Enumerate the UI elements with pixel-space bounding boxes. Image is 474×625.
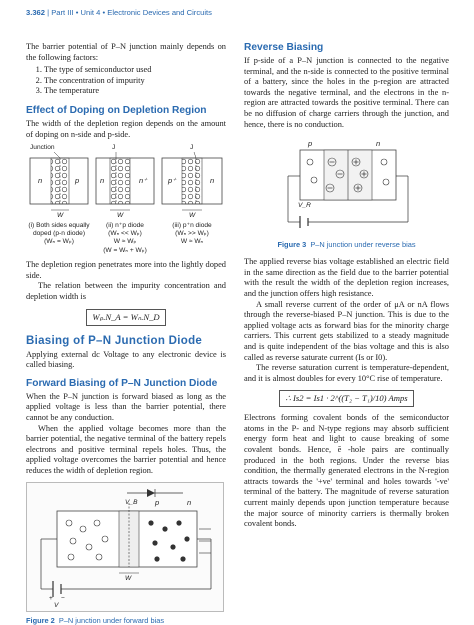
- page-number: 3.362: [26, 8, 46, 17]
- w-label: W: [125, 575, 132, 583]
- reverse-paragraph-1: If p-side of a P–N junction is connected to the negative terminal, and the n-side is connected to the positive terminal of a battery, since the holes in the p-region are attracted towards the negative terminal, and the electrons in the n-region are attracted towards the positive terminal. There can be no diffusion of charge carriers through the junction, and hence, there is no conduction.: [244, 56, 449, 129]
- junction-label: Junction: [30, 144, 55, 152]
- p-label: p: [308, 139, 313, 149]
- barrier-voltage-label: V_B: [125, 499, 138, 507]
- factor-item: 3. The temperature: [44, 86, 226, 97]
- n-label: n: [376, 139, 381, 149]
- forward-paragraph-2: When the applied voltage becomes more than the barrier potential, the negative terminal of the battery repels electrons and positive terminal repels holes. Thus, the applied voltage overcomes the barrier potential and hence reduces the width of depletion region.: [26, 423, 226, 475]
- nplus-label: n⁺: [139, 176, 148, 186]
- right-column: [244, 42, 449, 530]
- n-label: n: [100, 176, 105, 186]
- figure-3-caption: Figure 3 P–N junction under reverse bias: [277, 240, 416, 250]
- intro-paragraph: The barrier potential of P–N junction mainly depends on the following factors:: [26, 42, 226, 62]
- p-label: p: [75, 176, 80, 186]
- heading-reverse-bias: Reverse Biasing: [244, 42, 324, 53]
- reverse-paragraph-5: Electrons forming covalent bonds of the semiconductor atoms in the P- and N-type regions may absorb sufficient energy form heat and light to cause breaking of some covalent bonds. Hence, ē -hole pairs are continually produced in the both regions. Under the reverse bias condition, the thermally generated electrons in the N-region attracts towards the '+ve' terminal and holes towards '-ve' terminal of the battery. The magnitude of reverse saturation current mainly depends upon junction temperature because the major source of minority carriers is thermally broken covalent bonds.: [244, 413, 449, 529]
- n-label: n: [187, 498, 192, 508]
- reverse-paragraph-3: A small reverse current of the order of μA or nA flows through the reverse-biased P–N junction. This is due to the applied voltage acts as forward bias for the minority charge carriers. This current gets stabilized to a steady magnitude and is quite independent of the bias voltage and this is also called as reverse saturate current (Is or I0).: [244, 299, 449, 362]
- doping-figure: [26, 144, 226, 256]
- heading-biasing: Biasing of P–N Junction Diode: [26, 334, 203, 347]
- header-unit: Unit 4: [80, 8, 101, 17]
- caption-panel-3: (iii) p⁺n diode (Wₙ >> Wₚ) W ≈ Wₙ: [172, 222, 212, 246]
- figure-2-caption: Figure 2 P–N junction under forward bias: [26, 616, 165, 625]
- page-header: 3.362 | Part III • Unit 4 • Electronic Devices and Circuits: [26, 8, 212, 17]
- pplus-label: p⁺: [168, 176, 177, 186]
- penetrate-paragraph: The depletion region penetrates more into the lightly doped side.: [26, 260, 226, 280]
- battery-plus: +: [49, 595, 53, 603]
- heading-forward-bias: Forward Biasing of P–N Junction Diode: [26, 377, 218, 389]
- battery-minus: −: [61, 595, 65, 603]
- doping-diagram: [26, 144, 226, 222]
- factor-item: 2. The concentration of impurity: [44, 76, 226, 87]
- reverse-bias-diagram: [244, 136, 449, 238]
- saturation-equation: ∴ Is2 = Is1 · 2^((T₂ − T₁)/10) Amps: [279, 390, 413, 407]
- w-label: W: [189, 212, 196, 220]
- reverse-bias-figure: [244, 136, 449, 238]
- header-part: Part III: [51, 8, 74, 17]
- relation-paragraph: The relation between the impurity concentration and depletion width is: [26, 281, 226, 301]
- caption-total-width: (W = Wₙ + Wₚ): [103, 247, 147, 255]
- left-column: [26, 42, 226, 625]
- caption-panel-2: (ii) n⁺p diode (Wₙ << Wₚ) W ≈ Wₚ: [106, 222, 144, 246]
- reverse-paragraph-2: The applied reverse bias voltage established an electric field in the same direction as the field due to the barrier potential with the result the width of the depletion region increases, and the junction offers high resistance.: [244, 257, 449, 298]
- w-label: W: [57, 212, 64, 220]
- forward-bias-figure: [26, 482, 224, 612]
- heading-doping: Effect of Doping on Depletion Region: [26, 104, 207, 116]
- voltage-label: V: [54, 602, 59, 610]
- header-title: Electronic Devices and Circuits: [107, 8, 212, 17]
- n-label: n: [38, 176, 43, 186]
- caption-panel-1: (i) Both sides equally doped (p-n diode) (Wₙ = Wₚ): [28, 222, 90, 246]
- reverse-voltage-label: V_R: [298, 202, 311, 210]
- doping-equation: Wₚ.N_A = Wₙ.N_D: [86, 309, 165, 326]
- factor-item: 1. The type of semiconductor used: [44, 65, 226, 76]
- forward-paragraph-1: When the P–N junction is forward biased as long as the applied voltage is less than the barrier potential, there cannot be any conduction.: [26, 391, 226, 422]
- biasing-paragraph: Applying external dc Voltage to any electronic device is called biasing.: [26, 349, 226, 370]
- reverse-paragraph-4: The reverse saturation current is temperature-dependent, and it is almost doubles for every 10°C rise of temperature.: [244, 363, 449, 383]
- junction-j-label: J: [190, 144, 194, 152]
- doping-paragraph: The width of the depletion region depends on the amount of doping on n-side and p-side.: [26, 118, 226, 139]
- p-label: p: [155, 498, 160, 508]
- junction-j-label: J: [112, 144, 116, 152]
- n-label: n: [210, 176, 215, 186]
- w-label: W: [117, 212, 124, 220]
- factor-list: [26, 65, 226, 97]
